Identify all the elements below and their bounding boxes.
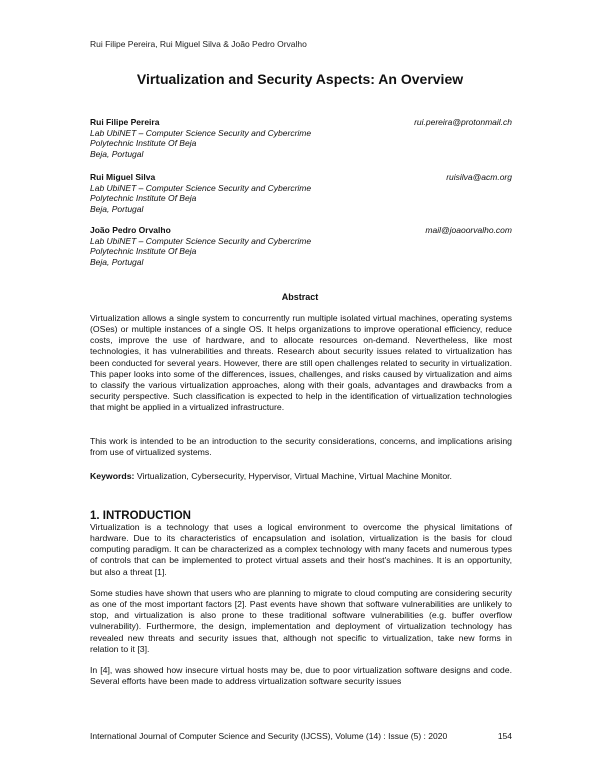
intro-paragraph-2: Some studies have shown that users who are planning to migrate to cloud computing are considering security as one of the most important factors [2]. Past events have shown that software vulnerabilities are unlikely to stop, and virtualization is also prone to these traditional software vulnerabilities (e.g. buffer overflow vulnerability). Furthermore, the design, implementation and deployment of virtualization technology has revealed new threats and security issues that, although not specific to virtualization, take new forms in relation to it [3]. bbox=[90, 588, 512, 654]
author-affiliation: Lab UbiNET – Computer Science Security and Cybercrime bbox=[90, 235, 312, 246]
intro-paragraph-1: Virtualization is a technology that uses a logical environment to overcome the physical limitations of hardware. Due to its characteristics of encapsulation and isolation, virtualization is the basis for cloud computing paradigm. It can be characterized as a complex technology with many facets and numerous types of controls that can be implemented to protect virtual assets and their host's machines. It is an opportunity, but also a threat [1]. bbox=[90, 522, 512, 577]
author-block-2 bbox=[90, 172, 512, 214]
author-affiliation: Lab UbiNET – Computer Science Security and Cybercrime bbox=[90, 127, 312, 138]
page-number: 154 bbox=[497, 731, 512, 741]
keywords-line bbox=[90, 471, 512, 482]
keywords-label: Keywords: bbox=[90, 471, 135, 481]
abstract-paragraph-1: Virtualization allows a single system to concurrently run multiple isolated virtual machines, operating systems (OSes) or multiple instances of a single OS. It helps organizations to improve operational efficiency, reduce costs, improve the use of hardware, and to allocate resources on-demand. Nevertheless, like most technologies, it has vulnerabilities and threats. Research about security issues related to virtualization has been conducted for several years. However, there are still open challenges related to security in virtualization. This paper looks into some of the differences, issues, challenges, and risks caused by virtualization and aims to classify the various virtualization approaches, along with their goals, advantages and drawbacks from a security perspective. Such classification is expected to help in the identification of virtualization technologies that might be applied in a virtualized infrastructure. bbox=[90, 313, 512, 413]
section-heading: 1. INTRODUCTION bbox=[90, 510, 191, 522]
author-name: Rui Filipe Pereira bbox=[90, 117, 160, 127]
author-name: Rui Miguel Silva bbox=[90, 172, 156, 182]
journal-citation: International Journal of Computer Science and Security (IJCSS), Volume (14) : Issue (5) : 2020 bbox=[90, 731, 448, 741]
author-block-1 bbox=[90, 117, 512, 159]
author-institution: Polytechnic Institute Of Beja bbox=[90, 138, 197, 148]
author-affiliation: Lab UbiNET – Computer Science Security and Cybercrime bbox=[90, 182, 312, 193]
author-institution: Polytechnic Institute Of Beja bbox=[90, 246, 197, 256]
paper-title: Virtualization and Security Aspects: An Overview bbox=[136, 71, 464, 87]
author-name: João Pedro Orvalho bbox=[90, 225, 171, 235]
abstract-paragraph-2: This work is intended to be an introduction to the security considerations, concerns, and implications arising from use of virtualized systems. bbox=[90, 436, 512, 458]
running-header: Rui Filipe Pereira, Rui Miguel Silva & João Pedro Orvalho bbox=[90, 39, 307, 49]
author-institution: Polytechnic Institute Of Beja bbox=[90, 193, 197, 203]
author-location: Beja, Portugal bbox=[90, 148, 144, 159]
author-location: Beja, Portugal bbox=[90, 256, 144, 267]
author-email: mail@joaoorvalho.com bbox=[425, 225, 512, 235]
abstract-heading: Abstract bbox=[281, 292, 319, 302]
author-location: Beja, Portugal bbox=[90, 203, 144, 214]
author-block-3 bbox=[90, 225, 512, 267]
keywords-list: Virtualization, Cybersecurity, Hypervisor, Virtual Machine, Virtual Machine Monitor. bbox=[134, 471, 452, 481]
intro-paragraph-3: In [4], was showed how insecure virtual hosts may be, due to poor virtualization software designs and code. Several efforts have been made to address virtualization software security issues bbox=[90, 665, 512, 687]
page-footer bbox=[90, 731, 512, 741]
author-email: ruisilva@acm.org bbox=[446, 172, 512, 182]
author-email: rui.pereira@protonmail.ch bbox=[414, 117, 512, 127]
